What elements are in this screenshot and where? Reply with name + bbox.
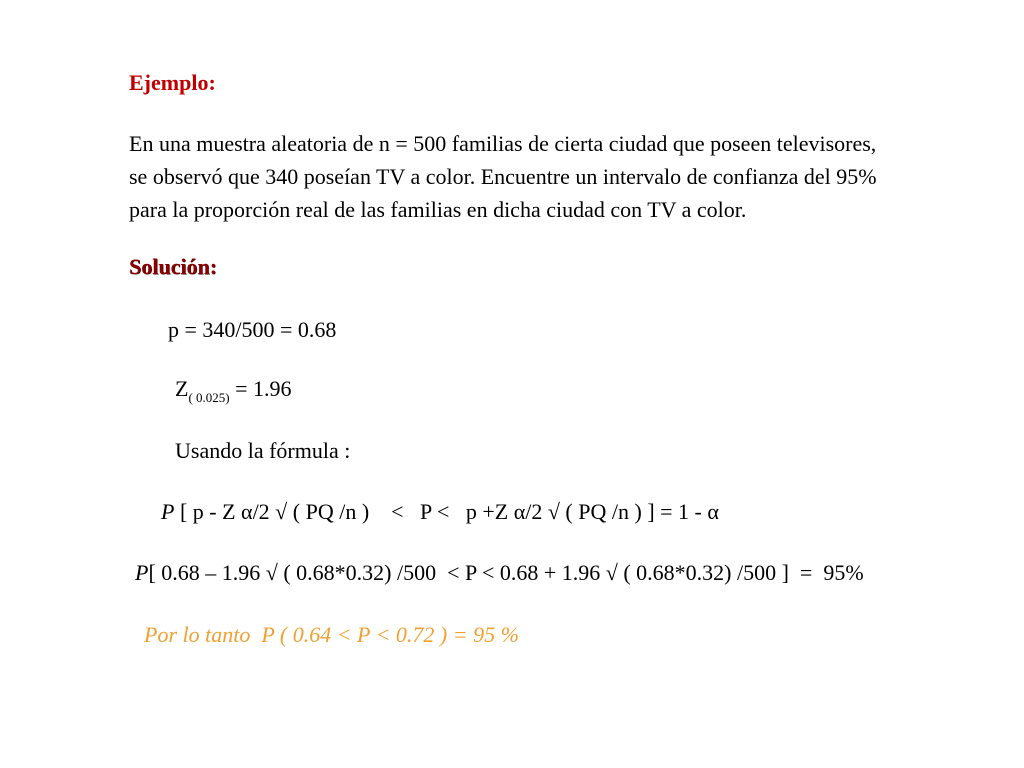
proportion-line: p = 340/500 = 0.68 <box>168 317 337 342</box>
formula-body: [ p - Z α/2 √ ( PQ /n ) < P < p +Z α/2 √ ( PQ /n ) ] = 1 - α <box>174 499 719 524</box>
problem-line-2: se observó que 340 poseían TV a color. Encuentre un intervalo de confianza del 95% <box>129 164 877 189</box>
formula-line <box>161 499 719 525</box>
calc-body: [ 0.68 – 1.96 √ ( 0.68*0.32) /500 < P < 0.68 + 1.96 √ ( 0.68*0.32) /500 ] = 95% <box>148 560 864 585</box>
calc-p: P <box>135 560 149 585</box>
formula-p: P <box>161 499 175 524</box>
calculation-line <box>135 560 864 586</box>
conclusion-line: Por lo tanto P ( 0.64 < P < 0.72 ) = 95 % <box>144 622 519 647</box>
z-letter: Z <box>175 376 189 401</box>
z-value: = 1.96 <box>229 376 292 401</box>
problem-statement <box>129 127 1019 226</box>
example-heading: Ejemplo: <box>129 70 216 95</box>
problem-line-3: para la proporción real de las familias en dicha ciudad con TV a color. <box>129 197 747 222</box>
z-value-line <box>175 376 292 406</box>
solution-heading: Solución: <box>129 254 218 279</box>
formula-intro: Usando la fórmula : <box>175 438 351 463</box>
problem-line-1: En una muestra aleatoria de n = 500 familias de cierta ciudad que poseen televisores, <box>129 131 877 156</box>
z-subscript: ( 0.025) <box>188 390 230 405</box>
